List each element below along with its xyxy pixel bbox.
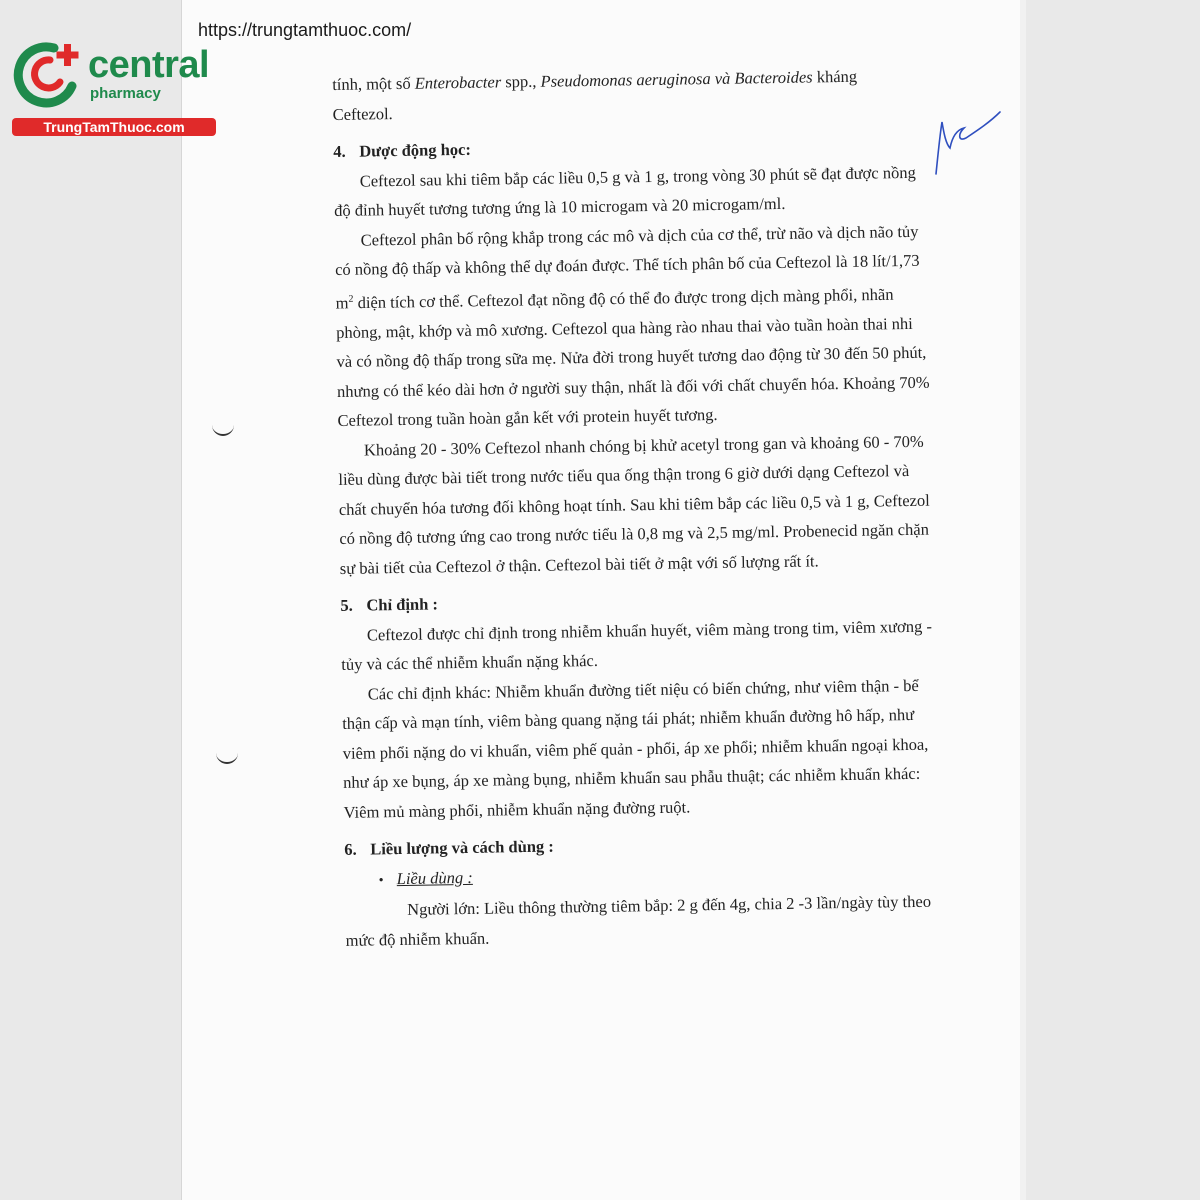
section-4-paragraph-2: Ceftezol phân bố rộng khắp trong các mô và dịch của cơ thể, trừ não và dịch não tủy có nồng độ thấp và không thể dự đoán được. Thể tích phân bố của Ceftezol là 18 lít/1,73 $m^2$ diện tích cơ thể. Ceftezol đạt nồng độ có thể đo được trong dịch màng phổi, nhãn phòng, mật, khớp và mô xương. Ceftezol qua hàng rào nhau thai vào tuần hoàn thai nhi và có nồng độ thấp trong sữa mẹ. Nửa đời trong huyết tương dao động từ 30 đến 50 phút, nhưng có thể kéo dài hơn ở người suy thận, nhất là đối với chất chuyển hóa. Khoảng 70% Ceftezol trong tuần hoàn gắn kết với protein huyết tương. bbox=[334, 221, 930, 430]
adult-dose-paragraph: Người lớn: Liều thông thường tiêm bắp: 2 g đến 4g, chia 2 -3 lần/ngày tùy theo mức độ nhiễm khuẩn. bbox=[345, 891, 932, 950]
logo-subtitle: pharmacy bbox=[90, 85, 161, 102]
section-5-paragraph-2: Các chỉ định khác: Nhiễm khuẩn đường tiết niệu có biến chứng, như viêm thận - bể thận cấp và mạn tính, viêm bàng quang nặng tái phát; nhiễm khuẩn đường hô hấp, như viêm phổi nặng do vi khuẩn, viêm phế quản - phổi, áp xe phổi; nhiễm khuẩn ngoại khoa, như áp xe bụng, áp xe màng bụng, nhiễm khuẩn sau phẫu thuật; các nhiễm khuẩn khác: Viêm mủ màng phổi, nhiễm khuẩn nặng đường ruột. bbox=[342, 675, 929, 822]
section-5-heading: 5. Chỉ định : bbox=[340, 594, 439, 615]
source-url[interactable]: https://trungtamthuoc.com/ bbox=[198, 20, 412, 40]
section-6-heading: 6. Liều lượng và cách dùng : bbox=[344, 836, 554, 859]
section-4-paragraph-1: Ceftezol sau khi tiêm bắp các liều 0,5 g và 1 g, trong vòng 30 phút sẽ đạt được nồng độ đỉnh huyết tương tương ứng là 10 microgam và 20 microgam/ml. bbox=[334, 162, 916, 220]
section-4-paragraph-3: Khoảng 20 - 30% Ceftezol nhanh chóng bị khử acetyl trong gan và khoảng 60 - 70% liều dùng được bài tiết trong nước tiểu qua ống thận trong 6 giờ dưới dạng Ceftezol và chất chuyển hóa tương đối không hoạt tính. Sau khi tiêm bắp các liều 0,5 và 1 g, Ceftezol có nồng độ tương ứng cao trong nước tiểu là 0,8 mg và 2,5 mg/ml. Probenecid ngăn chặn sự bài tiết của Ceftezol ở thận. Ceftezol bài tiết ở mật với số lượng rất ít. bbox=[338, 431, 930, 578]
logo-brand: central bbox=[88, 44, 210, 86]
intro-line-2: Ceftezol. bbox=[332, 103, 393, 124]
page-edge bbox=[1020, 0, 1026, 1200]
intro-line: tính, một số Enterobacter spp., Pseudomonas aeruginosa và Bacteroides kháng bbox=[332, 66, 858, 94]
section-5-paragraph-1: Ceftezol được chỉ định trong nhiễm khuẩn huyết, viêm màng trong tim, viêm xương - tủy và các thể nhiễm khuẩn nặng khác. bbox=[341, 616, 933, 674]
logo-site-banner: TrungTamThuoc.com bbox=[12, 118, 216, 136]
document-body bbox=[332, 61, 942, 955]
brand-logo[interactable] bbox=[6, 34, 216, 138]
dosage-bullet: • Liều dùng : bbox=[378, 867, 473, 888]
section-4-heading: 4. Dược động học: bbox=[333, 139, 472, 161]
pharmacy-cross-icon bbox=[10, 38, 86, 108]
handwritten-signature bbox=[928, 104, 1008, 184]
